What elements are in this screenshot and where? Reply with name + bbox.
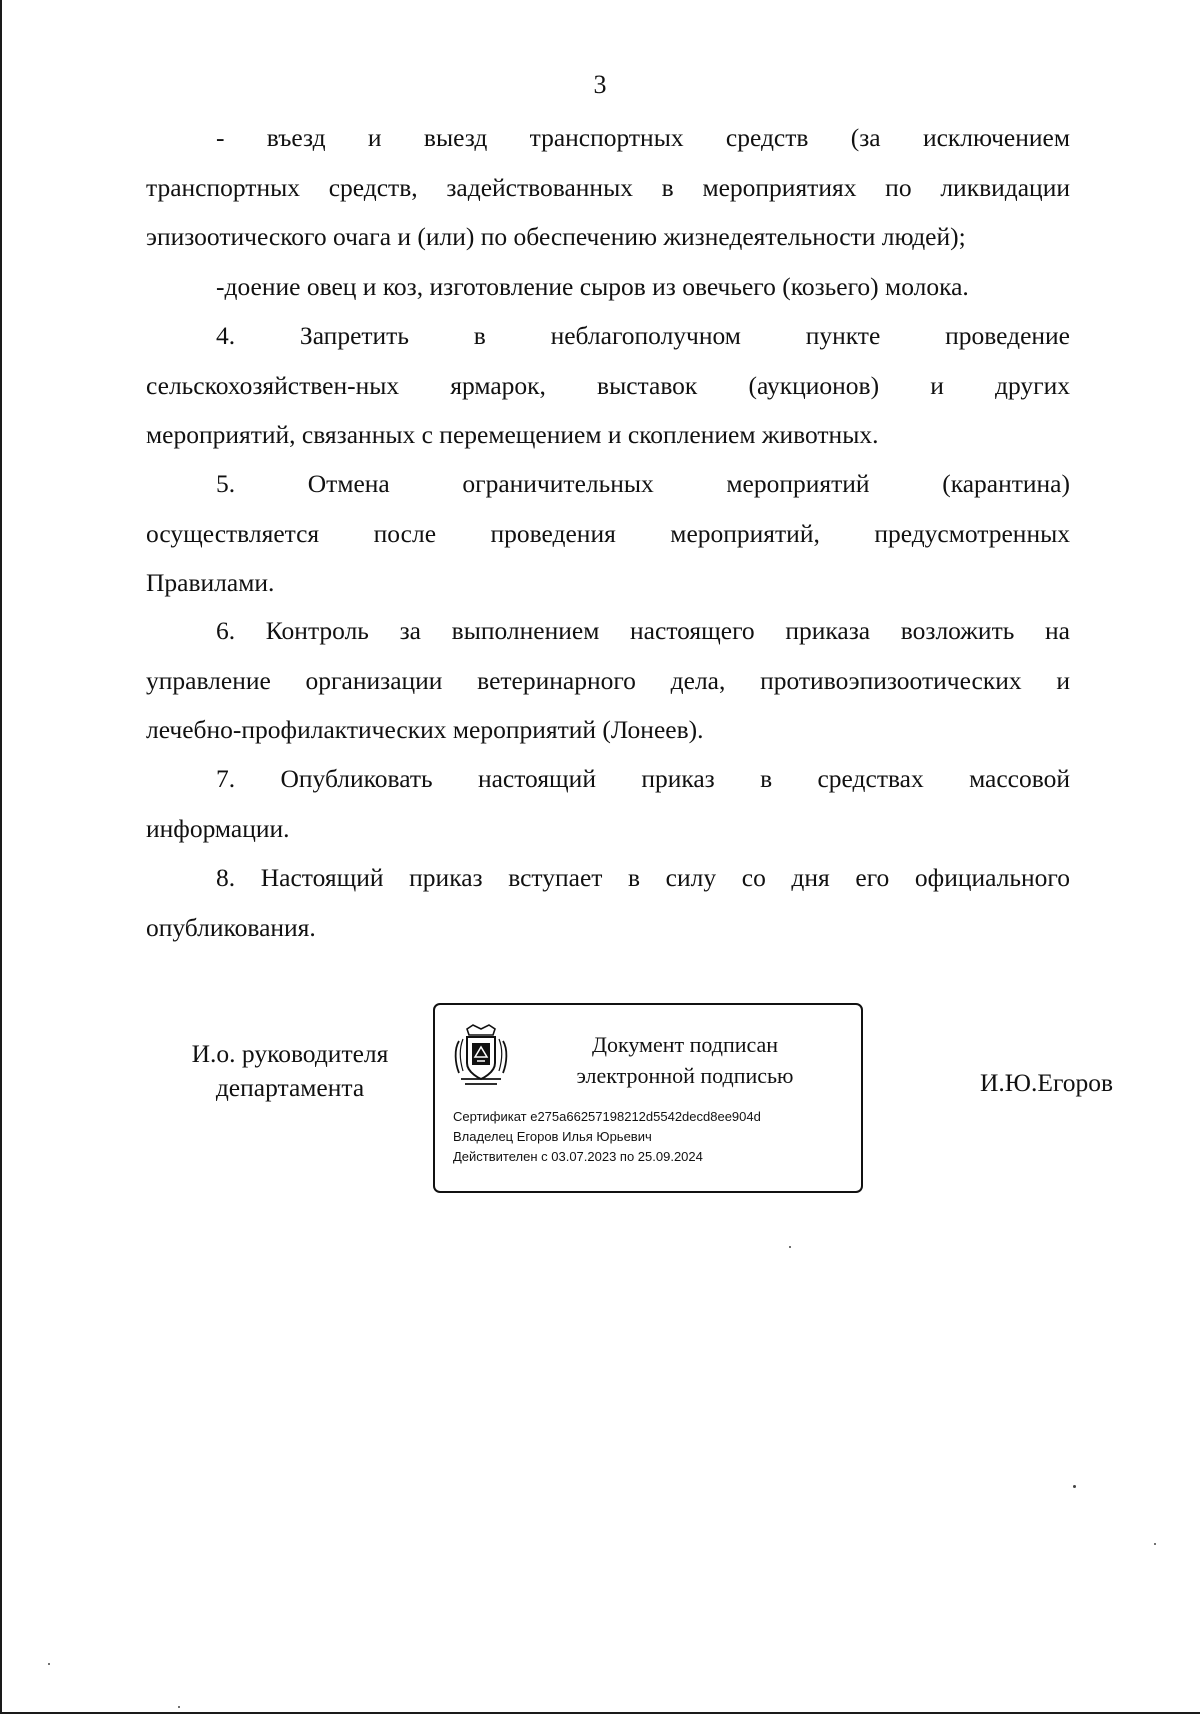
page-number: 3 <box>593 70 607 99</box>
stamp-title <box>535 1029 835 1091</box>
text-line: - въезд и выезд транспортных средств (за исключением <box>216 123 1070 152</box>
paragraph-item-7 <box>146 754 1070 853</box>
paragraph-item-8 <box>146 853 1070 952</box>
paragraph-item-5 <box>146 459 1070 608</box>
paragraph-milking <box>146 262 1070 312</box>
position-line: департамента <box>215 1073 365 1102</box>
certificate-details <box>453 1107 761 1167</box>
scan-speck <box>48 1663 50 1665</box>
paragraph-item-6 <box>146 606 1070 755</box>
scan-speck <box>178 1706 180 1708</box>
scan-speck <box>1154 1543 1156 1545</box>
electronic-signature-stamp <box>433 1003 863 1193</box>
text-line: мероприятий, связанных с перемещением и скоплением животных. <box>146 420 879 450</box>
text-line: эпизоотического очага и (или) по обеспечению жизнедеятельности людей); <box>146 222 966 252</box>
text-line: осуществляется после проведения мероприятий, предусмотренных <box>146 518 1070 548</box>
text-line: 4. Запретить в неблагополучном пункте проведение <box>216 321 1070 350</box>
certificate-number: Сертификат e275a66257198212d5542decd8ee904d <box>453 1109 761 1124</box>
text-line: Правилами. <box>146 568 275 598</box>
scan-speck <box>1073 1485 1076 1488</box>
text-line: 6. Контроль за выполнением настоящего приказа возложить на <box>216 616 1070 645</box>
scan-speck <box>789 1246 791 1248</box>
signatory-position <box>165 1037 415 1105</box>
paragraph-item-4 <box>146 311 1070 460</box>
stamp-title-line: электронной подписью <box>576 1063 794 1088</box>
text-line: -доение овец и коз, изготовление сыров из овечьего (козьего) молока. <box>216 272 969 301</box>
text-line: 7. Опубликовать настоящий приказ в средствах массовой <box>216 764 1070 793</box>
text-line: управление организации ветеринарного дела, противоэпизоотических и <box>146 665 1070 695</box>
signatory-name: И.Ю.Егоров <box>980 1068 1114 1097</box>
certificate-owner: Владелец Егоров Илья Юрьевич <box>453 1129 652 1144</box>
text-line: лечебно-профилактических мероприятий (Лонеев). <box>146 715 704 745</box>
text-line: информации. <box>146 813 290 843</box>
text-line: 8. Настоящий приказ вступает в силу со дня его официального <box>216 863 1070 892</box>
coat-of-arms-icon <box>453 1023 509 1089</box>
paragraph-entry-exit <box>146 113 1070 262</box>
text-line: сельскохозяйствен-ных ярмарок, выставок (аукционов) и других <box>146 370 1070 400</box>
text-line: опубликования. <box>146 912 316 942</box>
certificate-validity: Действителен с 03.07.2023 по 25.09.2024 <box>453 1149 703 1164</box>
stamp-title-line: Документ подписан <box>591 1032 779 1057</box>
text-line: транспортных средств, задействованных в мероприятиях по ликвидации <box>146 172 1070 202</box>
text-line: 5. Отмена ограничительных мероприятий (карантина) <box>216 469 1070 498</box>
position-line: И.о. руководителя <box>191 1039 389 1068</box>
scan-left-edge <box>0 0 2 1714</box>
